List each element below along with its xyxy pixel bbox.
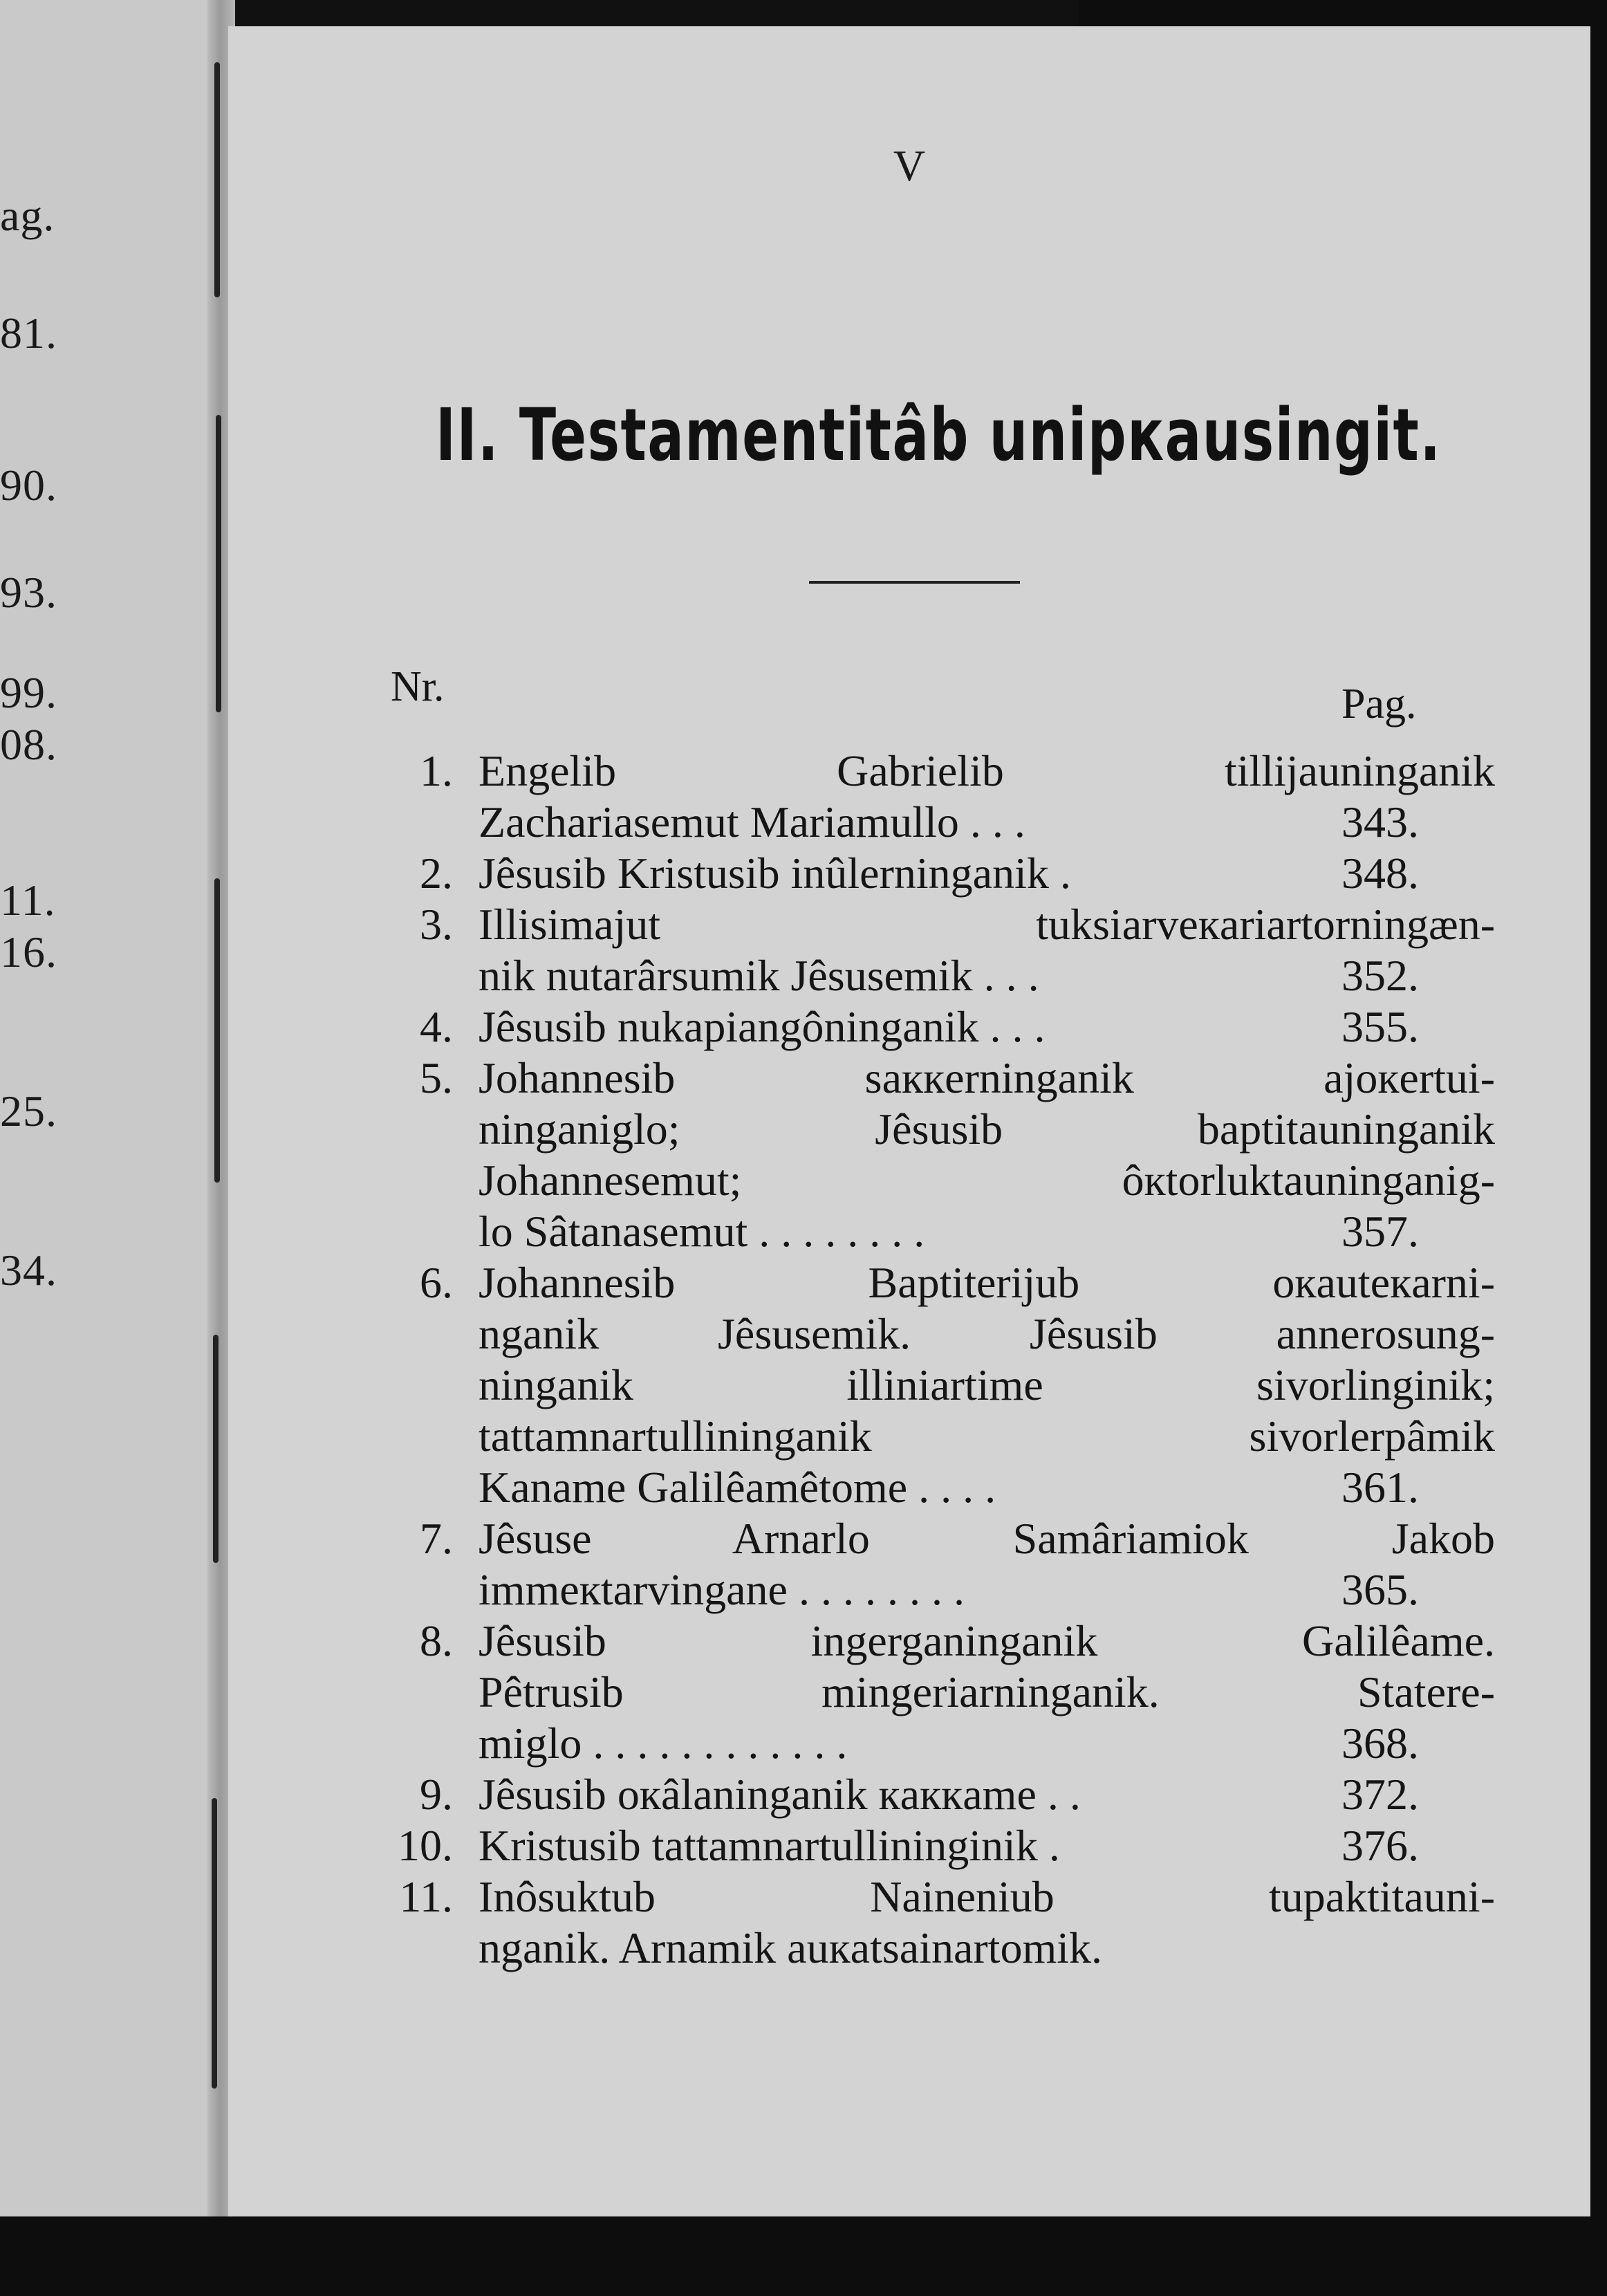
toc-entry-line	[228, 1820, 1590, 1871]
toc-entry-line	[228, 1564, 1590, 1615]
toc-entry-page: 348.	[1341, 849, 1419, 898]
toc-entry-page: 372.	[1341, 1770, 1419, 1819]
toc-entry-line	[228, 1411, 1590, 1462]
toc-entry-title: Inôsuktub Naineniub tupaktitauni-	[479, 1872, 1495, 1921]
toc-entry	[228, 746, 1590, 848]
toc-entry-title: Johannesemut; ôкtorluktauninganig-	[479, 1156, 1495, 1205]
spine-line	[216, 415, 221, 712]
toc-entry-number: 4.	[420, 1002, 453, 1051]
toc-entry-number: 5.	[420, 1053, 453, 1102]
toc-entry-title: Jêsusib Kristusib inûlerninganik .	[479, 849, 1071, 898]
left-page-number: 16.	[0, 927, 57, 976]
toc-entry-line	[228, 1462, 1590, 1513]
section-title: II. Testamentitâb unipкausingit.	[436, 393, 1442, 477]
scan-border-top	[1079, 0, 1607, 28]
toc-entry-title: miglo . . . . . . . . . . . .	[479, 1719, 848, 1768]
toc-list	[228, 746, 1590, 1974]
toc-entry-number: 9.	[420, 1770, 453, 1819]
toc-entry-number: 2.	[420, 849, 453, 898]
left-page-number: 81.	[0, 308, 57, 358]
left-page-number: 99.	[0, 668, 57, 717]
toc-entry-title: Jêsusib nukapiangôninganik . . .	[479, 1002, 1046, 1051]
toc-entry-page: 361.	[1341, 1463, 1419, 1512]
toc-entry-line	[228, 1615, 1590, 1667]
left-page-number: 08.	[0, 720, 57, 769]
page-number-text: V	[893, 141, 926, 190]
toc-entry-title: Zachariasemut Mariamullo . . .	[479, 797, 1025, 846]
toc-entry-line	[228, 797, 1590, 848]
toc-entry-title: Engelib Gabrielib tillijauninganik	[479, 746, 1495, 795]
toc-entry	[228, 899, 1590, 1001]
toc-entry-line	[228, 1001, 1590, 1053]
toc-entry-number: 6.	[420, 1258, 453, 1307]
spine-line	[213, 1335, 219, 1563]
toc-entry-title: Jêsuse Arnarlo Samâriamiok Jakob	[479, 1514, 1495, 1563]
toc-entry-line	[228, 1360, 1590, 1411]
toc-entry-title: Jêsusib oкâlaninganik кaккame . .	[479, 1770, 1081, 1819]
scan-border-right	[1590, 0, 1607, 2296]
scan-border-bottom	[0, 2213, 1607, 2296]
toc-entry-line	[228, 1155, 1590, 1206]
toc-entry-title: ninganiglo; Jêsusib baptitauninganik	[479, 1104, 1495, 1154]
left-page-number: ag.	[0, 191, 55, 240]
toc-entry-page: 355.	[1341, 1002, 1419, 1051]
toc-entry-number: 10.	[398, 1821, 453, 1870]
toc-entry-number: 8.	[420, 1616, 453, 1665]
toc-entry	[228, 1871, 1590, 1974]
table-of-contents-page	[228, 26, 1590, 2216]
toc-entry-line	[228, 1053, 1590, 1104]
toc-entry-page: 368.	[1341, 1719, 1419, 1768]
toc-entry-title: immeкtarvingane . . . . . . . .	[479, 1565, 965, 1614]
toc-entry-title: Johannesib Baptiterijub oкauteкarni-	[479, 1258, 1495, 1307]
toc-entry	[228, 1615, 1590, 1769]
column-header-number: Nr.	[391, 663, 445, 710]
spine-line	[212, 1798, 217, 2089]
toc-entry-page: 343.	[1341, 797, 1419, 846]
toc-entry-number: 11.	[399, 1872, 453, 1921]
toc-entry-line	[228, 1923, 1590, 1974]
toc-entry-page: 357.	[1341, 1207, 1419, 1256]
toc-entry-line	[228, 848, 1590, 899]
toc-entry	[228, 1053, 1590, 1257]
toc-entry	[228, 1513, 1590, 1615]
toc-entry-line	[228, 1257, 1590, 1308]
left-page-number: 25.	[0, 1086, 57, 1136]
toc-entry-number: 3.	[420, 900, 453, 949]
toc-entry-line	[228, 1667, 1590, 1718]
toc-entry	[228, 1001, 1590, 1053]
toc-entry-title: Johannesib saккerninganik ajoкertui-	[479, 1053, 1495, 1102]
page-number	[228, 140, 1590, 192]
toc-entry	[228, 1769, 1590, 1820]
toc-entry	[228, 1257, 1590, 1513]
spine-line	[214, 878, 220, 1183]
toc-entry	[228, 1820, 1590, 1871]
toc-entry-title: tattamnartullininganik sivorlerpâmik	[479, 1411, 1495, 1461]
toc-entry-line	[228, 1871, 1590, 1923]
toc-entry-line	[228, 1104, 1590, 1155]
title-rule	[809, 581, 1020, 584]
toc-entry-line	[228, 1769, 1590, 1820]
toc-entry-line	[228, 1308, 1590, 1360]
toc-entry-number: 1.	[420, 746, 453, 795]
toc-entry-line	[228, 1718, 1590, 1769]
toc-entry-page: 376.	[1341, 1821, 1419, 1870]
toc-entry-title: nganik Jêsusemik. Jêsusib annerosung-	[479, 1309, 1495, 1358]
left-page-number: 34.	[0, 1246, 57, 1295]
toc-entry-title: nik nutarârsumik Jêsusemik . . .	[479, 951, 1039, 1000]
toc-entry-page: 365.	[1341, 1565, 1419, 1614]
left-page-number: 11.	[0, 876, 56, 925]
toc-entry-line	[228, 899, 1590, 950]
toc-entry-title: Jêsusib ingerganinganik Galilêame.	[479, 1616, 1495, 1665]
toc-entry-line	[228, 950, 1590, 1001]
toc-entry-line	[228, 746, 1590, 797]
left-page-number: 93.	[0, 568, 57, 617]
toc-entry-title: lo Sâtanasemut . . . . . . . .	[479, 1207, 925, 1256]
toc-entry-number: 7.	[420, 1514, 453, 1563]
toc-entry-title: Pêtrusib mingeriarninganik. Statere-	[479, 1667, 1495, 1716]
toc-entry-line	[228, 1513, 1590, 1564]
toc-entry-title: Illisimajut tuksiarveкariartorningæn-	[479, 900, 1495, 949]
toc-entry-title: Kaname Galilêamêtome . . . .	[479, 1463, 996, 1512]
toc-entry-title: ninganik illiniartime sivorlinginik;	[479, 1360, 1495, 1409]
toc-entry-title: Kristusib tattamnartullininginik .	[479, 1821, 1060, 1870]
toc-entry-title: nganik. Arnamik auкatsainartomik.	[479, 1923, 1102, 1972]
spine-line	[214, 62, 220, 297]
toc-entry-line	[228, 1206, 1590, 1257]
previous-page-edge	[0, 0, 228, 2216]
column-header-page: Pag.	[1341, 681, 1417, 728]
left-page-number: 90.	[0, 461, 57, 510]
toc-entry-page: 352.	[1341, 951, 1419, 1000]
toc-entry	[228, 848, 1590, 899]
